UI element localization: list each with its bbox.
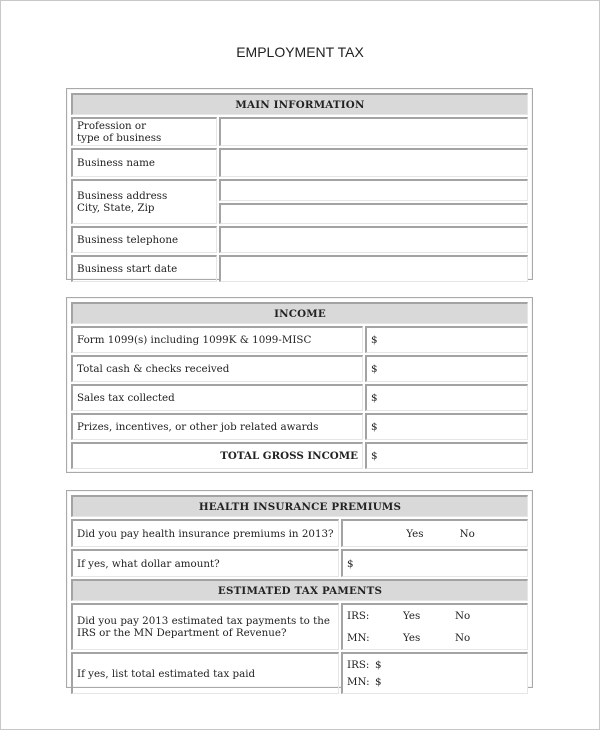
income-cash-checks-input[interactable]: $ [365,355,528,382]
mn-label: MN: [347,632,370,644]
main-information-section [66,88,533,280]
income-label-prizes: Prizes, incentives, or other job related awards [71,413,363,440]
section-header-income: INCOME [71,302,528,324]
income-label-sales-tax: Sales tax collected [71,384,363,411]
irs-label: IRS: [347,610,370,622]
field-label-business-address [71,179,217,224]
profession-input[interactable] [219,117,528,146]
label-line: Business address [77,190,168,202]
health-and-estimated-tax-section [66,490,533,688]
estimated-tax-question: Did you pay 2013 estimated tax payments to the IRS or the MN Department of Revenue? [71,603,339,650]
irs-paid-input[interactable]: $ [375,659,382,671]
city-state-zip-input[interactable] [219,203,528,224]
mn-yes-option[interactable]: Yes [403,632,421,644]
health-amount-input[interactable]: $ [341,549,528,577]
field-label-business-start-date: Business start date [71,255,217,282]
income-prizes-input[interactable]: $ [365,413,528,440]
irs-paid-row [347,657,523,674]
irs-no-option[interactable]: No [455,610,471,622]
total-gross-income-label: TOTAL GROSS INCOME [71,442,363,469]
mn-paid-row [347,674,523,691]
estimated-tax-paid-question: If yes, list total estimated tax paid [71,652,339,694]
label-line: Profession or [77,120,147,132]
section-header-estimated-tax: ESTIMATED TAX PAMENTS [71,579,528,601]
health-amount-question: If yes, what dollar amount? [71,549,339,577]
section-header-health-insurance: HEALTH INSURANCE PREMIUMS [71,495,528,517]
income-sales-tax-input[interactable]: $ [365,384,528,411]
estimated-tax-answers [341,603,528,650]
health-insurance-question: Did you pay health insurance premiums in 2013? [71,519,339,547]
business-telephone-input[interactable] [219,226,528,253]
label-line: type of business [77,132,162,144]
field-label-business-name: Business name [71,148,217,177]
health-yes-option[interactable]: Yes [406,527,424,540]
field-label-profession [71,117,217,146]
mn-paid-label: MN: [347,676,370,688]
mn-answer-row [347,627,523,649]
income-label-1099: Form 1099(s) including 1099K & 1099-MISC [71,326,363,353]
health-no-option[interactable]: No [459,527,475,540]
health-insurance-answer [341,519,528,547]
label-line: City, State, Zip [77,202,155,214]
estimated-tax-paid-answers [341,652,528,694]
business-address-input[interactable] [219,179,528,201]
irs-yes-option[interactable]: Yes [403,610,421,622]
business-name-input[interactable] [219,148,528,177]
section-header-main-information: MAIN INFORMATION [71,93,528,115]
field-label-business-telephone: Business telephone [71,226,217,253]
document-title: EMPLOYMENT TAX [236,44,364,60]
income-section [66,297,533,473]
mn-paid-input[interactable]: $ [375,676,382,688]
total-gross-income-input[interactable]: $ [365,442,528,469]
business-start-date-input[interactable] [219,255,528,282]
income-label-cash-checks: Total cash & checks received [71,355,363,382]
income-1099-input[interactable]: $ [365,326,528,353]
irs-paid-label: IRS: [347,659,370,671]
irs-answer-row [347,605,523,627]
mn-no-option[interactable]: No [455,632,471,644]
